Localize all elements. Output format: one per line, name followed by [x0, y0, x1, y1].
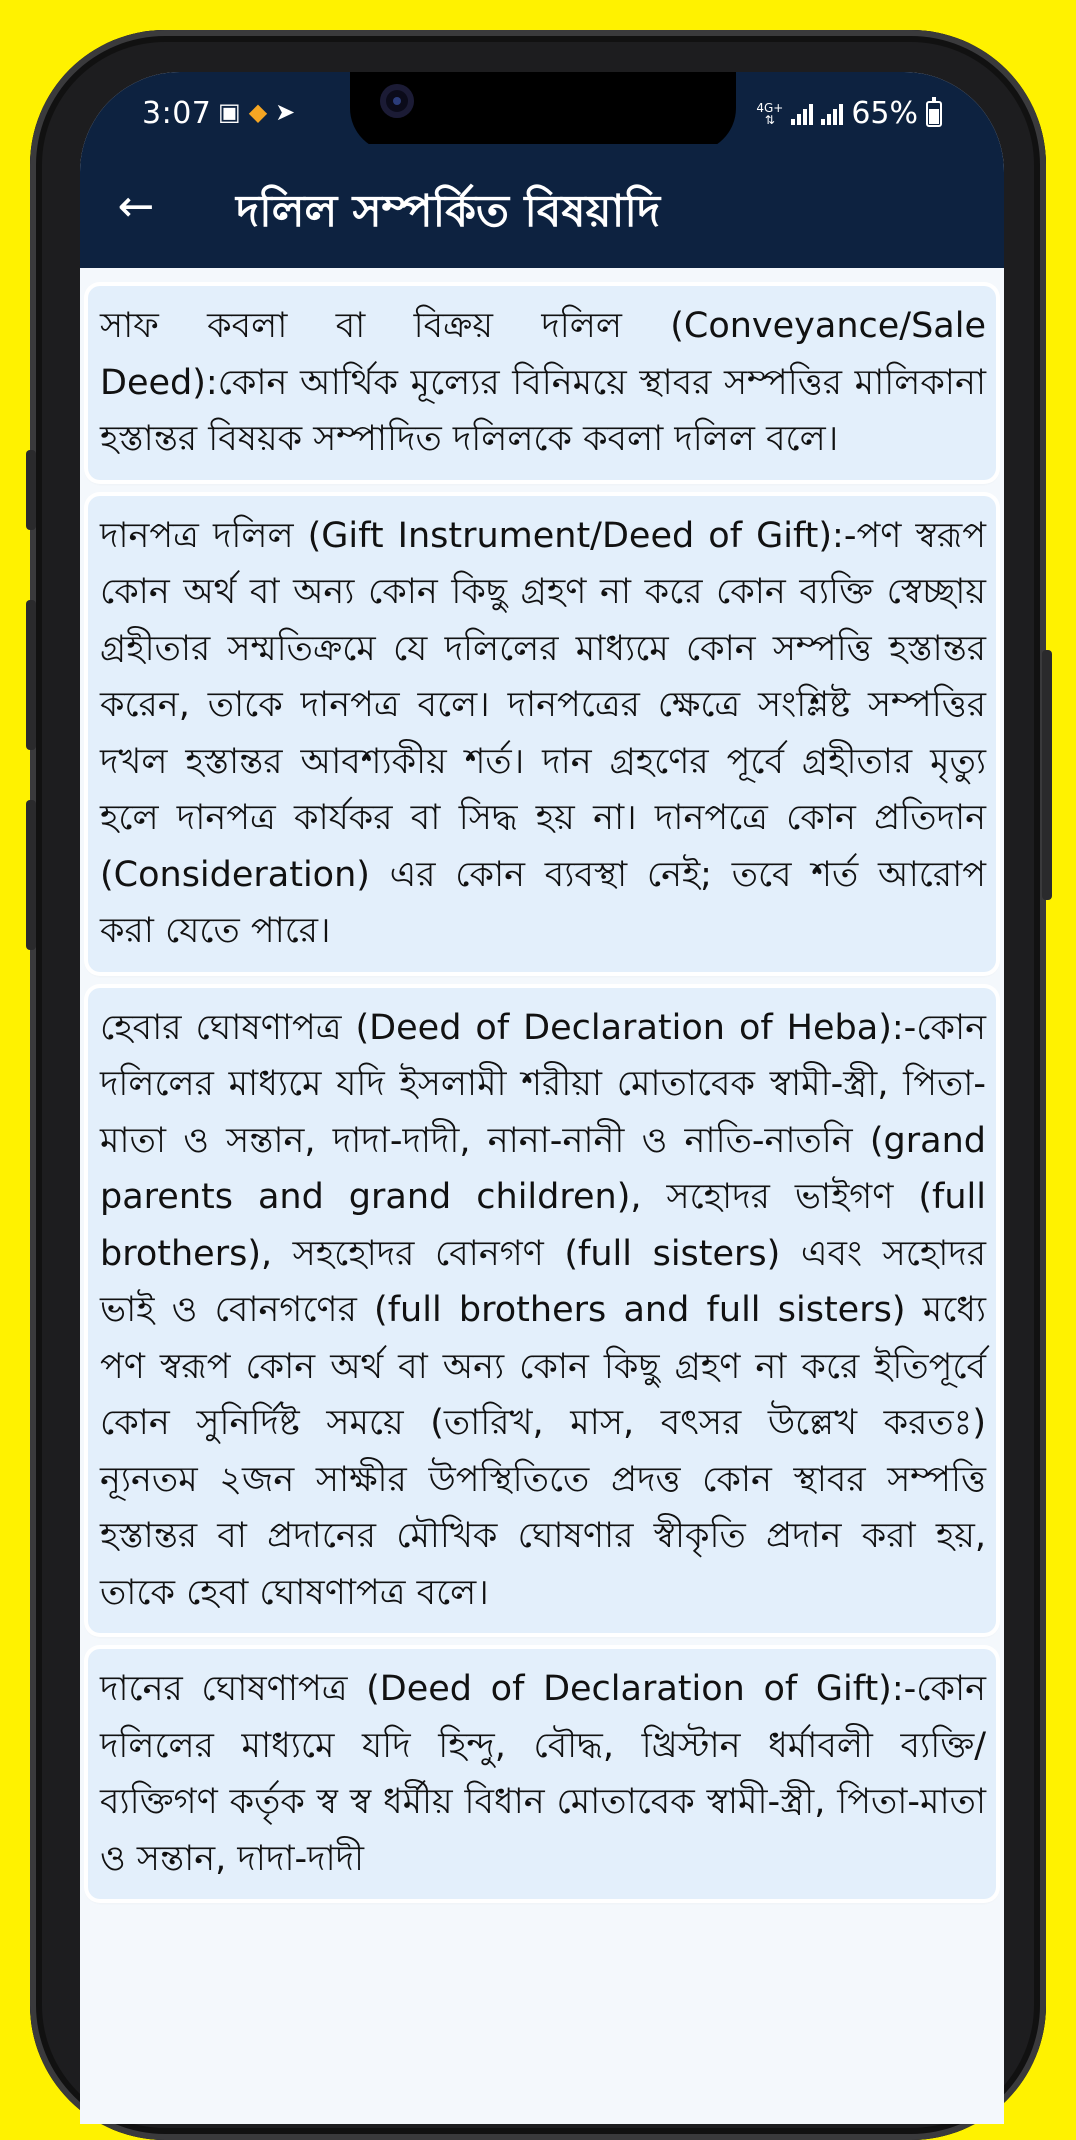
list-item[interactable]: হেবার ঘোষণাপত্র (Deed of Declaration of Heba):-কোন দলিলের মাধ্যমে যদি ইসলামী শরীয়া মোতাবেক স্বামী-স্ত্রী, পিতা-মাতা ও সন্তান, দাদা-দাদী, নানা-নানী ও নাতি-নাতনি (grand parents and grand children), সহোদর ভাইগণ (full brothers), সহহোদর বোনগণ (full sisters) এবং সহোদর ভাই ও বোনগণের (full brothers and full sisters) মধ্যে পণ স্বরূপ কোন অর্থ বা অন্য কোন কিছু গ্রহণ না করে ইতিপূর্বে কোন সুনির্দিষ্ট সময়ে (তারিখ, মাস, বৎসর উল্লেখ করতঃ) ন্যূনতম ২জন সাক্ষীর উপস্থিতিতে প্রদত্ত কোন স্থাবর সম্পত্তি হস্তান্তর বা প্রদানের মৌখিক ঘোষণার স্বীকৃতি প্রদান করা হয়, তাকে হেবা ঘোষণাপত্র বলে।: [88, 988, 996, 1634]
list-item[interactable]: দানের ঘোষণাপত্র (Deed of Declaration of Gift):-কোন দলিলের মাধ্যমে যদি হিন্দু, বৌদ্ধ, খ্রিস্টান ধর্মাবলী ব্যক্তি/ব্যক্তিগণ কর্তৃক স্ব স্ব ধর্মীয় বিধান মোতাবেক স্বামী-স্ত্রী, পিতা-মাতা ও সন্তান, দাদা-দাদী: [88, 1649, 996, 1899]
content-list[interactable]: [80, 268, 1004, 2124]
phone-side-button: [26, 450, 36, 530]
front-camera: [380, 84, 414, 118]
network-type-icon: 4G+ ⇅: [756, 100, 784, 127]
page-title: দলিল সম্পর্কিত বিষয়াদি: [236, 186, 661, 237]
battery-percent: 65%: [851, 96, 918, 131]
app-notification-icon: ◆: [248, 98, 268, 126]
phone-side-button: [26, 800, 36, 950]
status-time: 3:07: [142, 96, 212, 131]
phone-side-button: [1042, 650, 1052, 900]
app-bar: [80, 144, 1004, 268]
back-arrow-icon[interactable]: ←: [117, 180, 155, 232]
signal-icon: [791, 103, 813, 125]
send-icon: ➤: [275, 98, 296, 126]
list-item[interactable]: সাফ কবলা বা বিক্রয় দলিল (Conveyance/Sale Deed):কোন আর্থিক মূল্যের বিনিময়ে স্থাবর সম্পত্তির মালিকানা হস্তান্তর বিষয়ক সম্পাদিত দলিলকে কবলা দলিল বলে।: [88, 286, 996, 480]
status-right-icons: [756, 96, 942, 131]
phone-screen: [80, 72, 1004, 2124]
list-item[interactable]: দানপত্র দলিল (Gift Instrument/Deed of Gift):-পণ স্বরূপ কোন অর্থ বা অন্য কোন কিছু গ্রহণ না করে কোন ব্যক্তি স্বেচ্ছায় গ্রহীতার সম্মতিক্রমে যে দলিলের মাধ্যমে কোন সম্পত্তি হস্তান্তর করেন, তাকে দানপত্র বলে। দানপত্রের ক্ষেত্রে সংশ্লিষ্ট সম্পত্তির দখল হস্তান্তর আবশ্যকীয় শর্ত। দান গ্রহণের পূর্বে গ্রহীতার মৃত্যু হলে দানপত্র কার্যকর বা সিদ্ধ হয় না। দানপত্রে কোন প্রতিদান (Consideration) এর কোন ব্যবস্থা নেই; তবে শর্ত আরোপ করা যেতে পারে।: [88, 496, 996, 972]
battery-icon: [926, 101, 942, 127]
gallery-icon: ▣: [218, 98, 241, 126]
signal-icon: [821, 103, 843, 125]
notification-icons: [218, 98, 295, 126]
phone-side-button: [26, 600, 36, 750]
